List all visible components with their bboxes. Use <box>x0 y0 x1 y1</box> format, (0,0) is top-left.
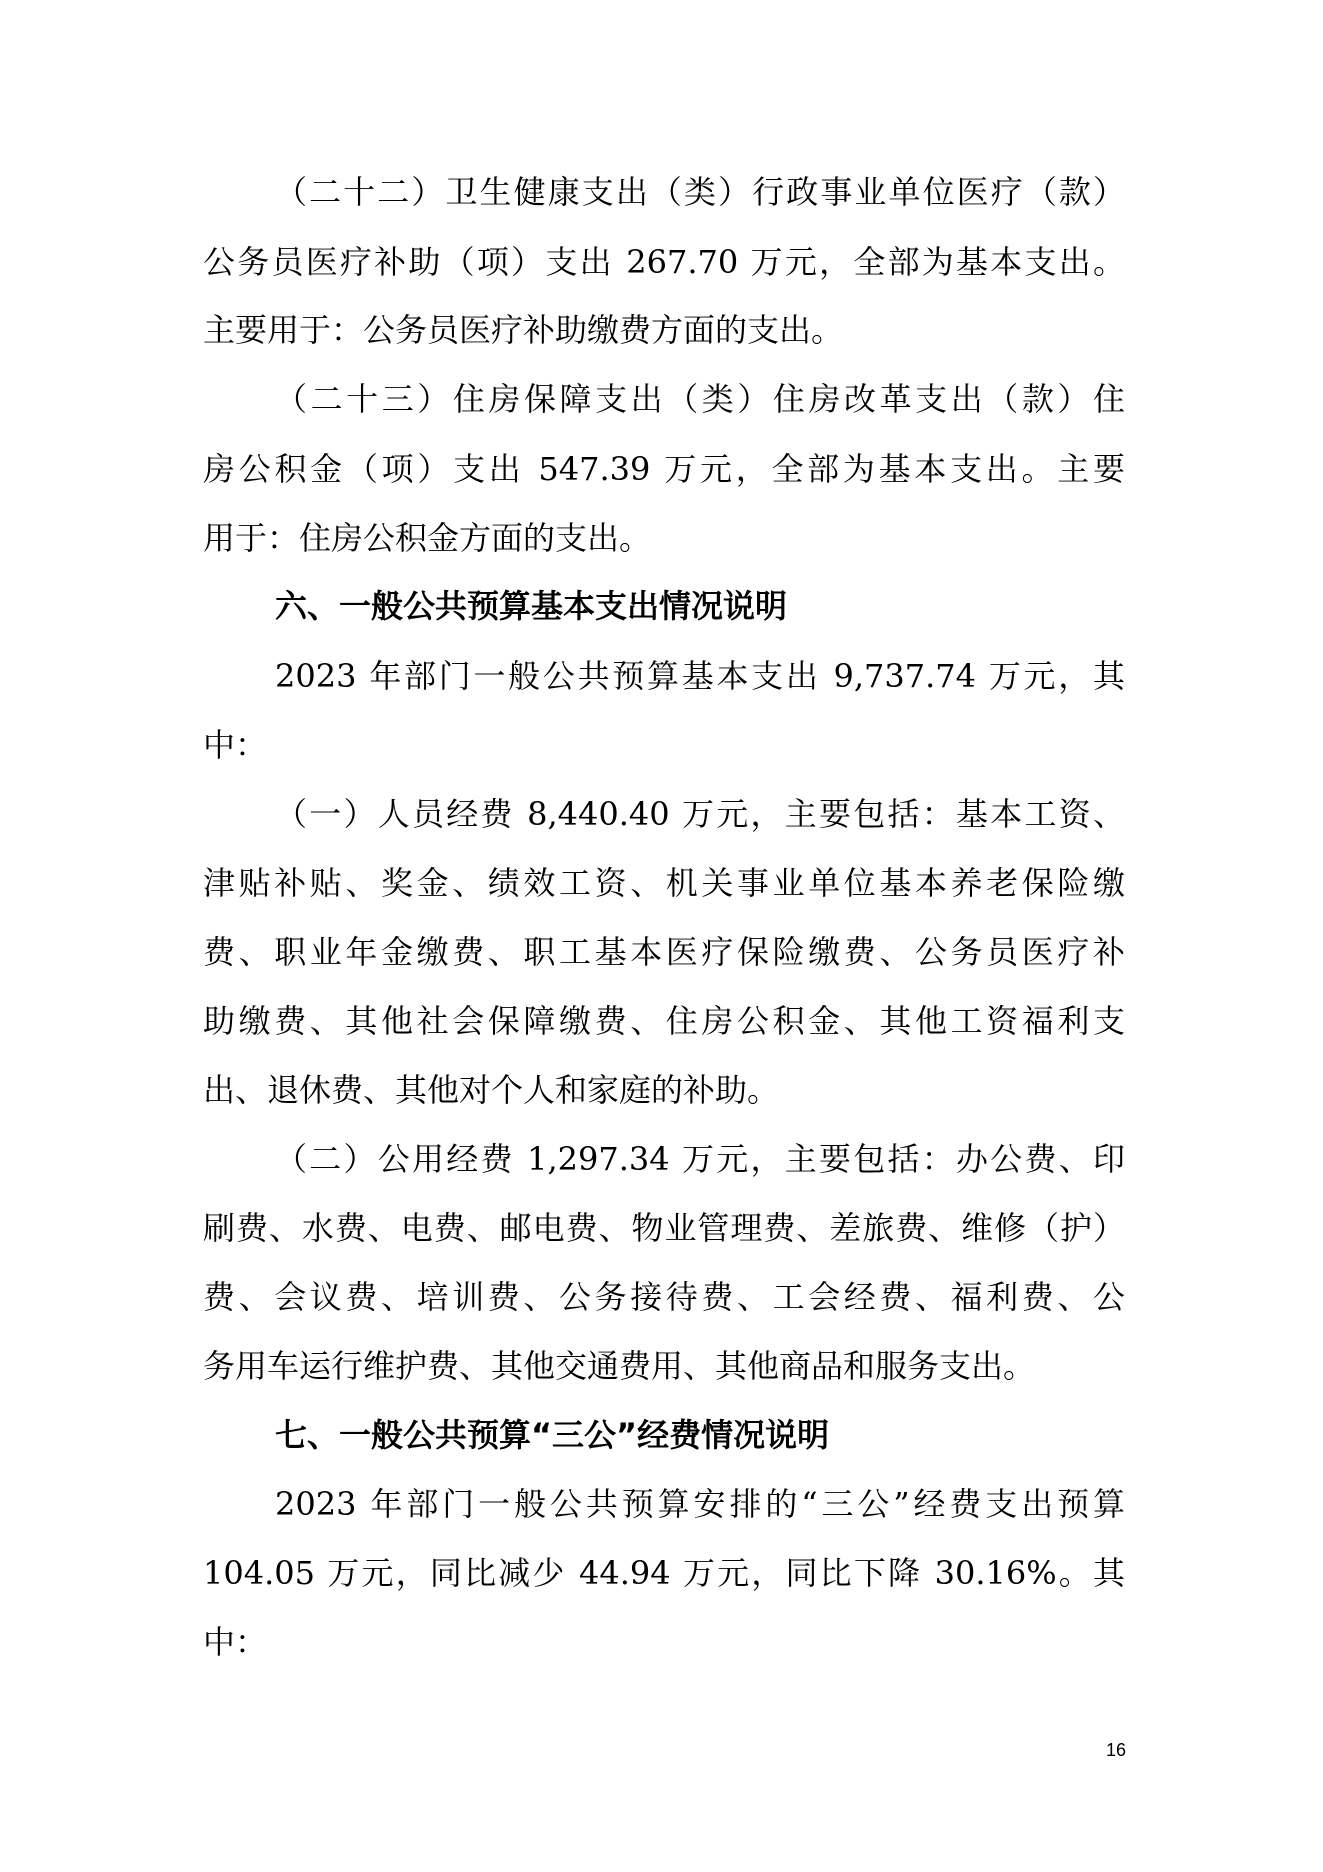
paragraph-line: （二）公用经费 1,297.34 万元，主要包括：办公费、印 <box>275 1140 1125 1178</box>
paragraph-line: 刷费、水费、电费、邮电费、物业管理费、差旅费、维修（护） <box>203 1209 1125 1247</box>
paragraph-line: 出、退休费、其他对个人和家庭的补助。 <box>203 1071 780 1109</box>
paragraph-line: 务用车运行维护费、其他交通费用、其他商品和服务支出。 <box>203 1347 1036 1385</box>
section-heading: 七、一般公共预算“三公”经费情况说明 <box>275 1416 830 1454</box>
paragraph-line: 2023 年部门一般公共预算基本支出 9,737.74 万元，其 <box>275 657 1125 695</box>
paragraph-line: 津贴补贴、奖金、绩效工资、机关事业单位基本养老保险缴 <box>203 864 1125 902</box>
paragraph-line: 费、会议费、培训费、公务接待费、工会经费、福利费、公 <box>203 1278 1125 1316</box>
paragraph-line: 中： <box>203 1623 268 1661</box>
paragraph-line: 费、职业年金缴费、职工基本医疗保险缴费、公务员医疗补 <box>203 933 1125 971</box>
paragraph-line: 主要用于：公务员医疗补助缴费方面的支出。 <box>203 311 844 349</box>
paragraph-line: （二十二）卫生健康支出（类）行政事业单位医疗（款） <box>275 173 1125 211</box>
paragraph-line: 中： <box>203 726 268 764</box>
paragraph-line: 2023 年部门一般公共预算安排的“三公”经费支出预算 <box>275 1485 1125 1523</box>
paragraph-line: 房公积金（项）支出 547.39 万元，全部为基本支出。主要 <box>203 450 1125 488</box>
paragraph-line: 用于：住房公积金方面的支出。 <box>203 519 652 557</box>
section-heading: 六、一般公共预算基本支出情况说明 <box>275 587 788 625</box>
paragraph-line: （一）人员经费 8,440.40 万元，主要包括：基本工资、 <box>275 795 1125 833</box>
paragraph-line: 助缴费、其他社会保障缴费、住房公积金、其他工资福利支 <box>203 1002 1125 1040</box>
paragraph-line: （二十三）住房保障支出（类）住房改革支出（款）住 <box>275 380 1125 418</box>
paragraph-line: 公务员医疗补助（项）支出 267.70 万元，全部为基本支出。 <box>203 243 1125 281</box>
paragraph-line: 104.05 万元，同比减少 44.94 万元，同比下降 30.16%。其 <box>203 1554 1125 1592</box>
page-number: 16 <box>1105 1740 1127 1760</box>
